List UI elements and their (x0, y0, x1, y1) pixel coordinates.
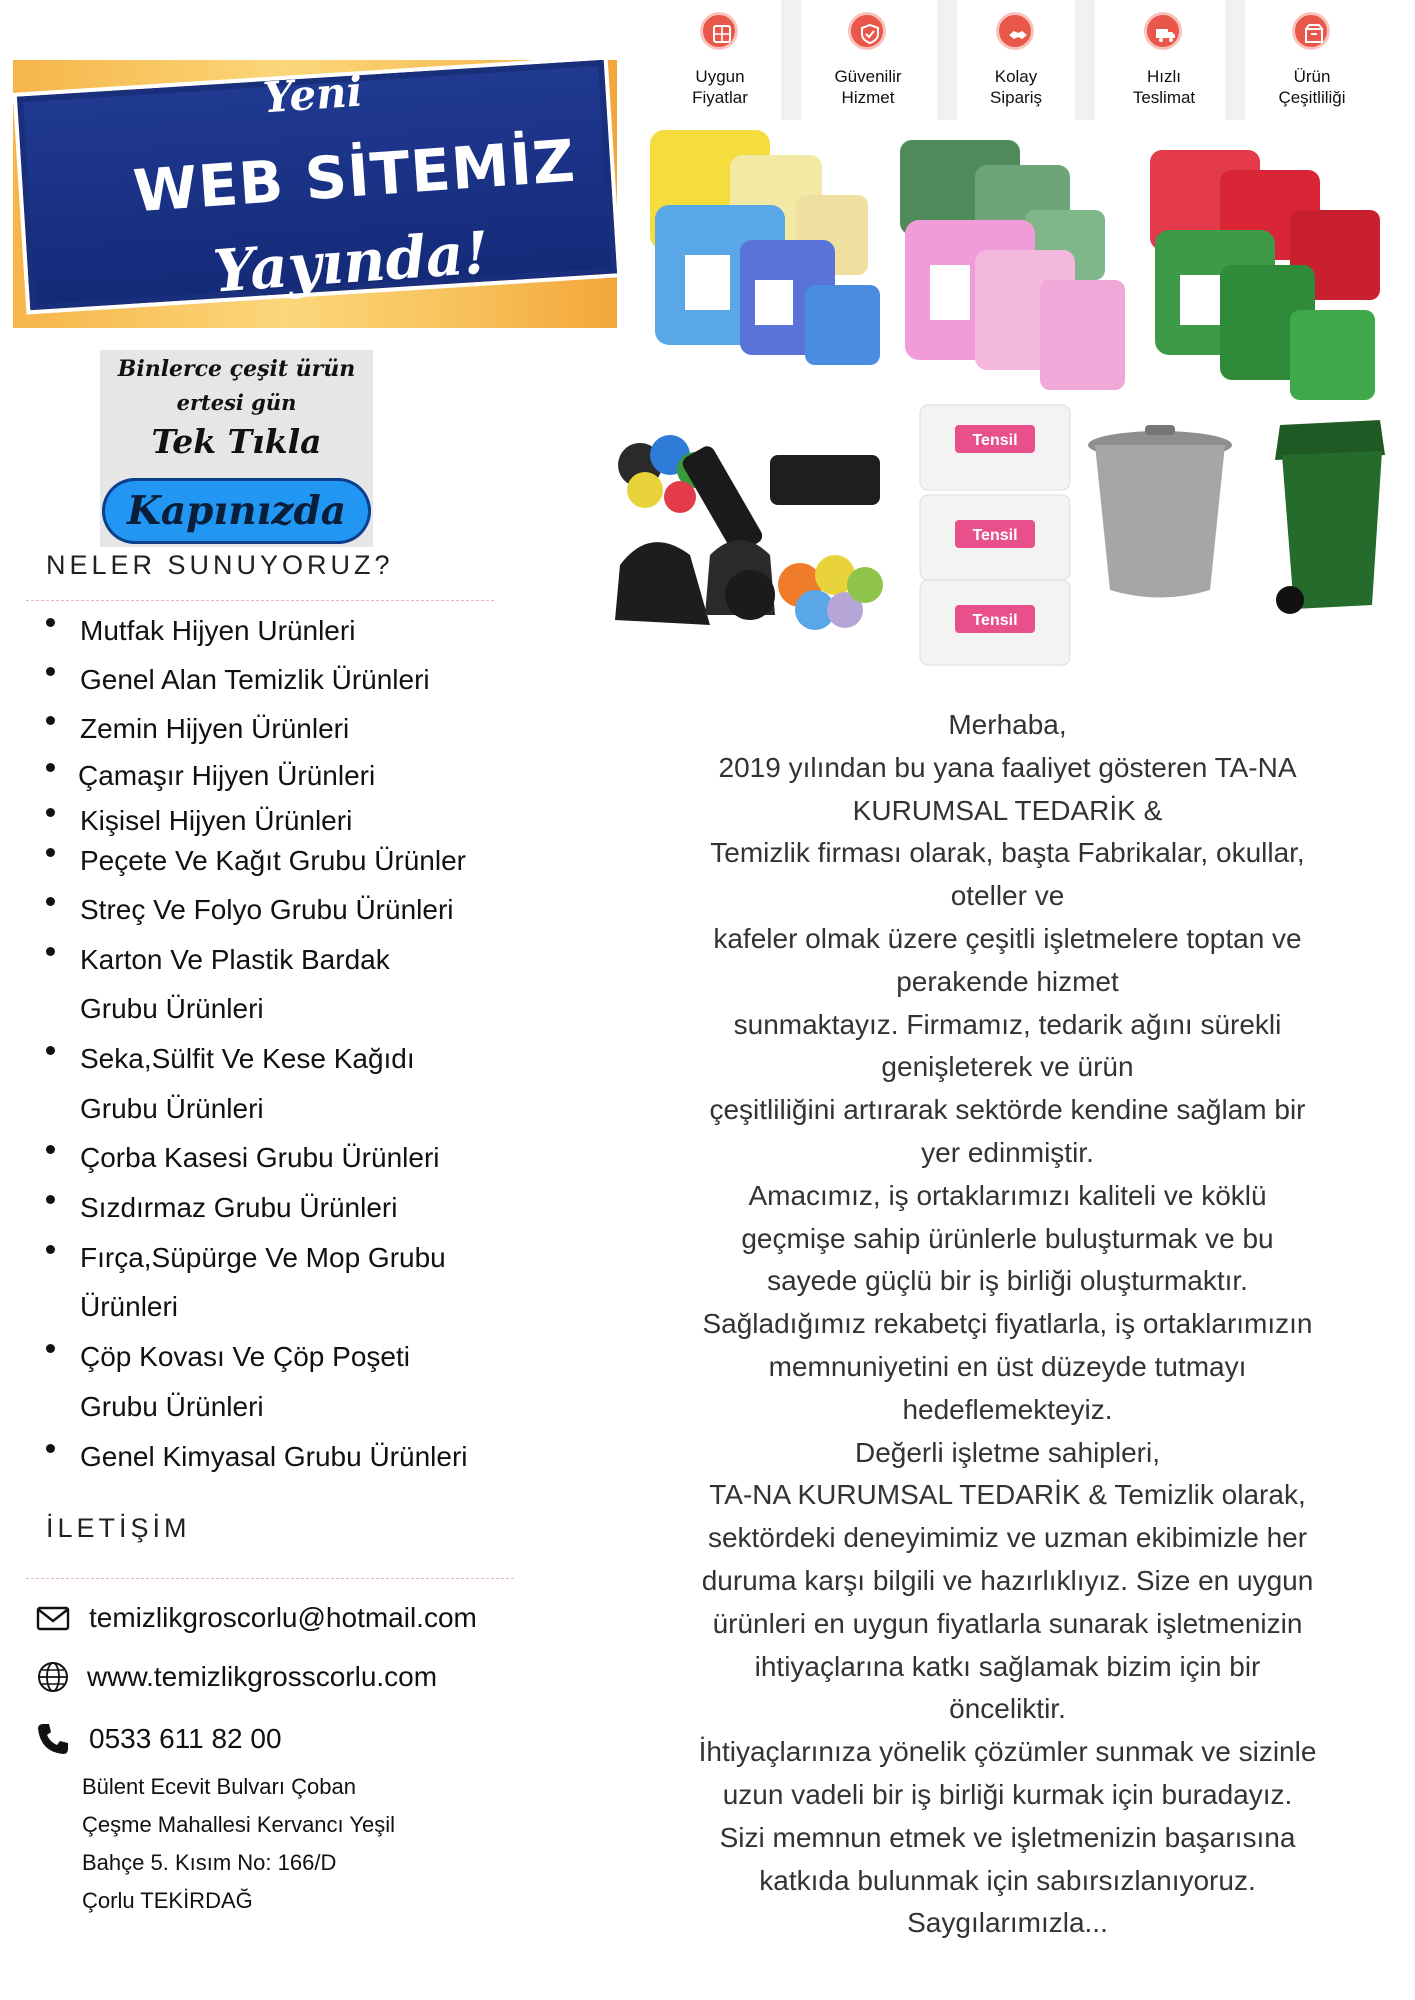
intro-line: kafeler olmak üzere çeşitli işletmelere toptan ve (713, 922, 1302, 954)
delivery-promo-box (100, 350, 373, 547)
intro-line: Sağladığımız rekabetçi fiyatlarla, iş ortaklarımızın (702, 1308, 1313, 1340)
mail-icon (35, 1600, 71, 1636)
offers-heading: NELER SUNUYORUZ? (46, 550, 394, 580)
intro-line: ürünleri en uygun fiyatlarla sunarak işletmenizin (712, 1607, 1303, 1639)
product-collage (600, 125, 1400, 670)
banner-line-web-sitemiz: WEB SİTEMİZ (131, 126, 578, 226)
intro-line: geçmişe sahip ürünlerle buluşturmak ve bu (741, 1222, 1274, 1254)
detergent-canisters-green-pink (900, 140, 1125, 390)
address-line: Bahçe 5. Kısım No: 166/D (82, 1850, 337, 1875)
feature-kolay-siparis (951, 0, 1081, 120)
contact-phone[interactable]: 0533 611 82 00 (89, 1723, 282, 1754)
intro-line: ihtiyaçlarına katkı sağlamak bizim için bir (754, 1650, 1261, 1682)
intro-line: perakende hizmet (896, 965, 1119, 997)
promo-line: Binlerce çeşit ürün (117, 356, 356, 382)
intro-line: önceliktir. (949, 1693, 1066, 1725)
towel-brand-label: Tensil (972, 612, 1018, 629)
feature-label: Ürün (1293, 67, 1331, 86)
intro-line: memnuniyetini en üst düzeyde tutmayı (768, 1350, 1247, 1382)
gray-trash-bin (1088, 425, 1232, 598)
intro-line: çeşitliliğini artırarak sektörde kendine sağlam bir (709, 1094, 1306, 1126)
intro-line: uzun vadeli bir iş birliği kurmak için buradayız. (722, 1778, 1293, 1810)
contact-address (82, 1768, 395, 1920)
feature-uygun-fiyatlar (655, 0, 785, 120)
feature-label: Uygun (695, 67, 745, 86)
intro-line: Değerli işletme sahipleri, (854, 1436, 1160, 1468)
paper-towel-packs (920, 405, 1070, 665)
intro-line: sektördeki deneyimimiz ve uzman ekibimizle her (707, 1522, 1308, 1554)
intro-line: Temizlik firması olarak, başta Fabrikalar, okullar, (710, 837, 1305, 869)
promo-line-kapinizda: Kapınızda (126, 488, 347, 534)
feature-label: Sipariş (990, 88, 1042, 107)
intro-line: KURUMSAL TEDARİK & (852, 794, 1163, 826)
intro-line: duruma karşı bilgili ve hazırlıklıyız. Size en uygun (701, 1564, 1314, 1596)
intro-line: sunmaktayız. Firmamız, tedarik ağını sürekli (733, 1008, 1282, 1040)
contact-website[interactable]: www.temizlikgrosscorlu.com (87, 1661, 438, 1692)
address-line: Bülent Ecevit Bulvarı Çoban (82, 1774, 356, 1799)
feature-label: Fiyatlar (692, 88, 748, 107)
intro-line: Sizi memnun etmek ve işletmenizin başarısına (719, 1821, 1296, 1853)
globe-icon (35, 1659, 71, 1695)
truck-icon (1144, 12, 1182, 50)
feature-label: Hızlı (1147, 67, 1181, 86)
offers-divider (26, 600, 494, 601)
banner-line-yeni: Yeni (261, 66, 365, 123)
detergent-canisters-blue-yellow (650, 130, 880, 365)
feature-label: Teslimat (1132, 88, 1196, 107)
intro-line: hedeflemekteyiz. (902, 1393, 1113, 1425)
feature-label: Hizmet (841, 88, 895, 107)
intro-text (615, 704, 1400, 1945)
intro-line: oteller ve (950, 880, 1065, 912)
intro-line: Saygılarımızla... (907, 1907, 1108, 1939)
feature-label: Kolay (994, 67, 1038, 86)
feature-hizli-teslimat (1099, 0, 1229, 120)
feature-guvenilir-hizmet (803, 0, 933, 120)
intro-line: genişleterek ve ürün (881, 1051, 1134, 1083)
phone-icon (35, 1721, 71, 1757)
garbage-bags (615, 435, 883, 630)
intro-line: yer edinmiştir. (921, 1136, 1094, 1168)
towel-brand-label: Tensil (972, 527, 1018, 544)
green-wheelie-bin (1275, 420, 1385, 614)
intro-line: İhtiyaçlarınıza yönelik çözümler sunmak ve sizinle (698, 1736, 1317, 1768)
intro-line: Amacımız, iş ortaklarımızı kaliteli ve köklü (748, 1179, 1267, 1211)
detergent-canisters-red-green (1150, 150, 1380, 400)
contact-email[interactable]: temizlikgroscorlu@hotmail.com (89, 1602, 477, 1633)
price-tag-icon (700, 12, 738, 50)
shield-icon (848, 12, 886, 50)
feature-label: Güvenilir (834, 67, 902, 86)
banner-line-yayinda: Yayında! (210, 218, 492, 306)
intro-line: 2019 yılından bu yana faaliyet gösteren TA-NA (718, 751, 1297, 783)
features-bar (655, 0, 1400, 120)
intro-line: TA-NA KURUMSAL TEDARİK & Temizlik olarak, (709, 1479, 1306, 1511)
feature-label: Çeşitliliği (1278, 88, 1346, 107)
contact-heading: İLETİŞİM (46, 1513, 191, 1543)
intro-line: sayede güçlü bir iş birliği oluşturmaktır. (767, 1265, 1248, 1297)
towel-brand-label: Tensil (972, 432, 1018, 449)
address-line: Çorlu TEKİRDAĞ (82, 1888, 253, 1913)
intro-line: Merhaba, (948, 709, 1067, 740)
handshake-icon (996, 12, 1034, 50)
new-website-banner (13, 60, 617, 328)
promo-line: Tek Tıkla (151, 422, 322, 461)
feature-urun-cesitliligi (1247, 0, 1377, 120)
promo-pill (102, 478, 371, 544)
address-line: Çeşme Mahallesi Kervancı Yeşil (82, 1812, 396, 1837)
box-icon (1292, 12, 1330, 50)
contact-divider (26, 1578, 514, 1579)
promo-line: ertesi gün (176, 390, 297, 415)
intro-line: katkıda bulunmak için sabırsızlanıyoruz. (759, 1864, 1256, 1896)
